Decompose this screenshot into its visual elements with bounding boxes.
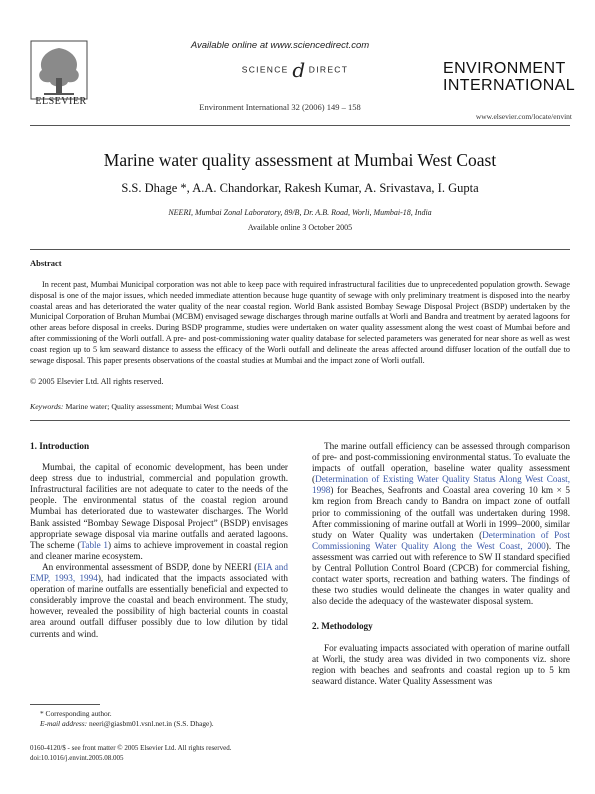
publisher-name: ELSEVIER: [35, 96, 87, 107]
table-1-link[interactable]: Table 1: [80, 539, 109, 550]
sciencedirect-logo: [210, 58, 380, 82]
right-p1-mid: ) for Beaches, Seafronts and Coastal area covering 10 km × 5 km region from Breach candy to Bandra on impact zone of outfall prior to commissioning of the outfall was undertaken during 1998. After commissioning of marine outfall at Worli in 1999–2000, similar study on Water Quality was undertaken (: [312, 485, 570, 540]
eia-emp-citation-link[interactable]: EIA and EMP, 1993, 1994: [30, 561, 288, 584]
right-p1-start: The marine outfall efficiency can be assessed through comparison of pre- and post-commissioning environmental status. To evaluate the impacts of outfall operation, baseline water quality assessment (: [312, 441, 570, 485]
outfall-efficiency-paragraph: [312, 441, 570, 607]
left-column: [30, 441, 288, 640]
intro-p2-start: An environmental assessment of BSDP, done by NEERI (: [42, 561, 258, 572]
journal-logo: [443, 60, 578, 94]
abstract-top-divider: [30, 249, 570, 250]
footnote-divider: [30, 704, 100, 705]
keywords-list: Marine water; Quality assessment; Mumbai West Coast: [65, 402, 239, 411]
issn-block: [30, 744, 231, 763]
intro-paragraph-1: [30, 462, 288, 562]
journal-name-line2: INTERNATIONAL: [443, 77, 576, 94]
author-affiliation: NEERI, Mumbai Zonal Laboratory, 89/B, Dr. A.B. Road, Worli, Mumbai-18, India: [168, 208, 432, 217]
corresponding-author-note: * Corresponding author.: [40, 709, 112, 718]
intro-p1-text: Mumbai, the capital of economic development, has been under deep stress due to industrial, commercial and population growth. Infrastructural facilities are not adequate to cater to the needs of the people. The environmental status of the coastal region around Mumbai has deteriorated due to wastewater discharges. The World Bank assisted “Bombay Sewage Disposal Project” (BSDP) envisages appropriate sewage disposal via marine outfalls and aerated lagoons. The scheme (: [30, 462, 288, 550]
email-address-link[interactable]: neeri@giasbm01.vsnl.net.in (S.S. Dhage).: [89, 719, 214, 728]
issn-line: 0160-4120/$ - see front matter © 2005 Elsevier Ltd. All rights reserved.: [30, 744, 232, 752]
article-authors: S.S. Dhage *, A.A. Chandorkar, Rakesh Kumar, A. Srivastava, I. Gupta: [121, 181, 479, 195]
journal-url-link[interactable]: www.elsevier.com/locate/envint: [475, 112, 572, 121]
doi-link[interactable]: doi:10.1016/j.envint.2005.08.005: [30, 753, 124, 762]
methodology-heading: 2. Methodology: [312, 621, 373, 632]
sciencedirect-left: SCIENCE: [241, 64, 289, 75]
intro-p1-end: ) aims to achieve improvement in coastal region and cleaner marine ecosystem.: [30, 539, 288, 561]
available-online-date: Available online 3 October 2005: [247, 223, 353, 232]
article-title: Marine water quality assessment at Mumbai West Coast: [103, 150, 497, 170]
available-online-banner: Available online at www.sciencedirect.com: [190, 40, 370, 51]
elsevier-tree-logo: [30, 40, 88, 100]
copyright-line: © 2005 Elsevier Ltd. All rights reserved.: [30, 377, 164, 386]
abstract-bottom-divider: [30, 420, 570, 421]
introduction-heading: 1. Introduction: [30, 441, 90, 451]
email-label: E-mail address:: [40, 719, 88, 728]
existing-quality-citation-link[interactable]: Determination of Existing Water Quality Status Along West Coast, 1998: [312, 474, 570, 496]
intro-p2-end: ), had indicated that the impacts associated with operation of marine outfalls are essentially beneficial and expected to considerably improve the coastal and beach environment. The study, however, revealed the possibility of high bacterial counts in coastal area around outfall diffuser possibly due to low dilution by tidal currents and wind.: [30, 573, 288, 639]
abstract-heading: Abstract: [30, 258, 62, 268]
methodology-paragraph: For evaluating impacts associated with operation of marine outfall at Worli, the study area was divided in two components viz. shore region with beaches and seafronts and coastal region up to 5 km seaward distance. Water Quality Assessment was: [312, 642, 570, 686]
post-commissioning-citation-link[interactable]: Determination of Post Commissioning Water Quality Along the West Coast, 2000: [312, 529, 570, 551]
journal-name-line1: ENVIRONMENT: [443, 60, 566, 77]
keywords-line: [30, 402, 239, 411]
email-note: [40, 719, 214, 728]
header-divider: [30, 125, 570, 126]
right-column: [312, 441, 570, 687]
journal-reference: Environment International 32 (2006) 149 – 158: [199, 102, 361, 112]
intro-paragraph-2: [30, 562, 288, 640]
sciencedirect-right: DIRECT: [308, 64, 349, 75]
sciencedirect-at-icon: d: [292, 58, 306, 82]
right-p1-end: ). The assessment was carried out with reference to SW II standard specified by Central Pollution Control Board (CPCB) for commercial fishing, contact water sports, recreation and bathing waters. The findings of these two studies would delineate the changes in water quality and also decide the adequacy of the wastewater disposal system.: [312, 540, 570, 607]
abstract-text: In recent past, Mumbai Municipal corporation was not able to keep pace with required infrastructural facilities due to unprecedented population growth. Sewage disposal is one of the major issues, which needed immediate attention because huge quantity of sewage with only preliminary treatment is disposed into the nearby coastal areas and has deteriorated the water quality of the near coastal region. World Bank assisted Bombay Sewage Disposal Project (BSDP) undertaken by the Municipal Corporation of Bruhan Mumbai (MCBM) envisaged sewage discharges through marine outfalls at Worli and Bandra and treatment by aerated lagoons for other areas before disposal in creeks. During BSDP programme, studies were undertaken on water quality assessment along the west coast of Mumbai before and after commissioning of the Worli outfall. A pre- and post-commissioning water quality database for selected parameters was generated for near shore as well as west coast region up to 5 km seaward distance to assess the efficacy of the Worli outfall and delineate the areas affected around diffuser location of the outfall due to sewage disposal. This paper presents observations of the coastal studies at Mumbai and the impact zone of Worli outfall.: [30, 280, 570, 365]
keywords-label: Keywords:: [30, 402, 64, 411]
